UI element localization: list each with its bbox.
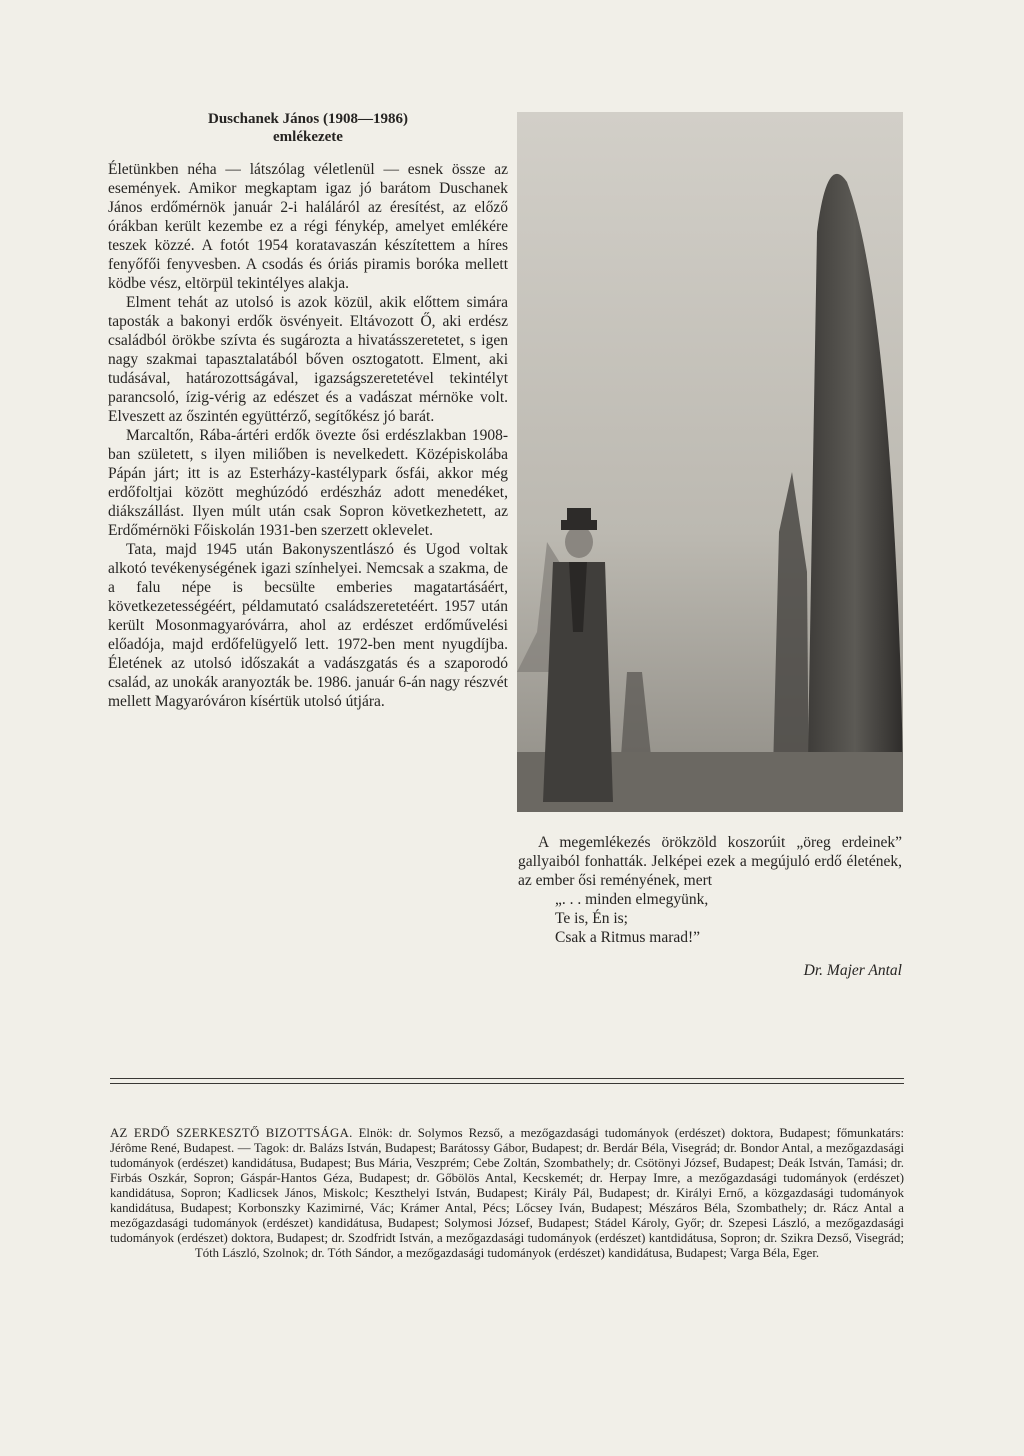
caption-verse-2: Te is, Én is; (555, 910, 628, 927)
editorial-board-heading: AZ ERDŐ SZERKESZTŐ BIZOTTSÁGA. (110, 1126, 353, 1140)
article-paragraph-3: Marcaltőn, Rába-ártéri erdők övezte ősi erdészlakban 1908-ban született, s ilyen miliőben is nevelkedett. Középiskolába Pápán járt; itt is az Esterházy-kastélypark ősfái, akkor még erdőfoltjai között meghúzódó erdészház adott menedéket, diákszállást. Ilyen múlt után csak Sopron következhetett, az Erdőmérnöki Főiskolán 1931-ben szerzett oklevelet. (108, 427, 508, 539)
article-body (108, 160, 508, 711)
editorial-board (110, 1126, 904, 1261)
photo-caption (518, 833, 902, 980)
caption-verse-1: „. . . minden elmegyünk, (555, 891, 709, 908)
article-paragraph-2: Elment tehát az utolsó is azok közül, akik előttem simára taposták a bakonyi erdők ösvényeit. Eltávozott Ő, aki erdész családból örökbe szívta és sugározta a hivatásszeretetet, s igen nagy szakmai tapasztalatából bőven osztogatott. Elment, aki tudásával, határozottságával, igazságszeretetével tekintélyt parancsoló, ízig-vérig az edészet és a vadászat mérnöke volt. Elveszett az őszintén együttérző, segítőkész jó barát. (108, 294, 508, 425)
caption-verse-3: Csak a Ritmus marad!” (555, 929, 701, 946)
article-paragraph-1: Életünkben néha — látszólag véletlenül — esnek össze az események. Amikor megkaptam igaz jó barátom Duschanek János erdőmérnök január 2-i haláláról az éresítést, az előző órákban került kezembe ez a régi fénykép, amelyet emlékére teszek közzé. A fotót 1954 koratavaszán készítettem a híres fenyőfői fenyvesben. A csodás és óriás piramis boróka mellett ködbe vész, eltörpül tekintélyes alakja. (108, 161, 508, 292)
juniper-portrait-photo-icon (517, 112, 903, 812)
article-title-line2: emlékezete (273, 129, 343, 145)
article-title-line1: Duschanek János (1908—1986) (207, 111, 409, 127)
author-signature: Dr. Majer Antal (803, 962, 902, 979)
editorial-board-members: Elnök: dr. Solymos Rezső, a mezőgazdasági tudományok (erdészet) doktora, Budapest; főmunkatárs: Jérôme René, Budapest. — Tagok: dr. Balázs István, Budapest; Barátossy Gábor, Budapest; dr. Berdár Béla, Visegrád; dr. Bondor Antal, a mezőgazdasági tudományok (erdészet) kandidátusa, Budapest; Bus Mária, Veszprém; Cebe Zoltán, Szombathely; dr. Csötönyi József, Budapest; Deák István, Tamási; dr. Firbás Oszkár, Sopron; Gáspár-Hantos Géza, Budapest; dr. Gőbölös Antal, Kecskemét; dr. Herpay Imre, a mezőgazdasági tudományok (erdészet) kandidátusa, Sopron; Kadlicsek János, Miskolc; Keszthelyi István, Budapest; Király Pál, Budapest; dr. Királyi Ernő, a közgazdasági tudományok kandidátusa, Budapest; Korbonszky Kazimirné, Vác; Krámer Antal, Pécs; Lőcsey Iván, Budapest; Mészáros Béla, Szombathely; dr. Rácz Antal a mezőgazdasági tudományok (erdészet) kandidátusa, Budapest; Solymosi József, Budapest; Stádel Károly, Győr; dr. Szepesi László, a mezőgazdasági tudományok (erdészet) doktora, Budapest; dr. Szodfridt István, a mezőgazdasági tudományok (erdészet) kantdidátusa, Sopron; dr. Szikra Dezső, Visegrád; Tóth László, Szolnok; dr. Tóth Sándor, a mezőgazdasági tudományok (erdészet) kandidátusa, Budapest; Varga Béla, Eger. (110, 1126, 905, 1260)
article-title (108, 110, 508, 146)
divider-rule-1 (110, 1078, 904, 1079)
caption-intro: A megemlékezés örökzöld koszorúit „öreg erdeinek” gallyaiból fonhatták. Jelképei ezek a megújuló erdő életének, az ember ősi reményének, mert (518, 834, 902, 889)
divider-rule-2 (110, 1083, 904, 1084)
memorial-photo (517, 112, 903, 812)
article-paragraph-4: Tata, majd 1945 után Bakonyszentlászó és Ugod voltak alkotó tevékenységének igazi színhelyei. Nemcsak a szakma, de a falu népe is becsülte emberies magatartásáért, következetességéért, példamutató családszeretetéért. 1957 után került Mosonmagyaróvárra, ahol az erdészet erdőművelési előadója, majd erdőfelügyelő lett. 1972-ben ment nyugdíjba. Életének az utolsó időszakát a vadászgatás és a szaporodó család, az unokák aranyozták be. 1986. január 6-án nagy részvét mellett Magyaróváron kísértük utolsó útjára. (108, 541, 508, 710)
